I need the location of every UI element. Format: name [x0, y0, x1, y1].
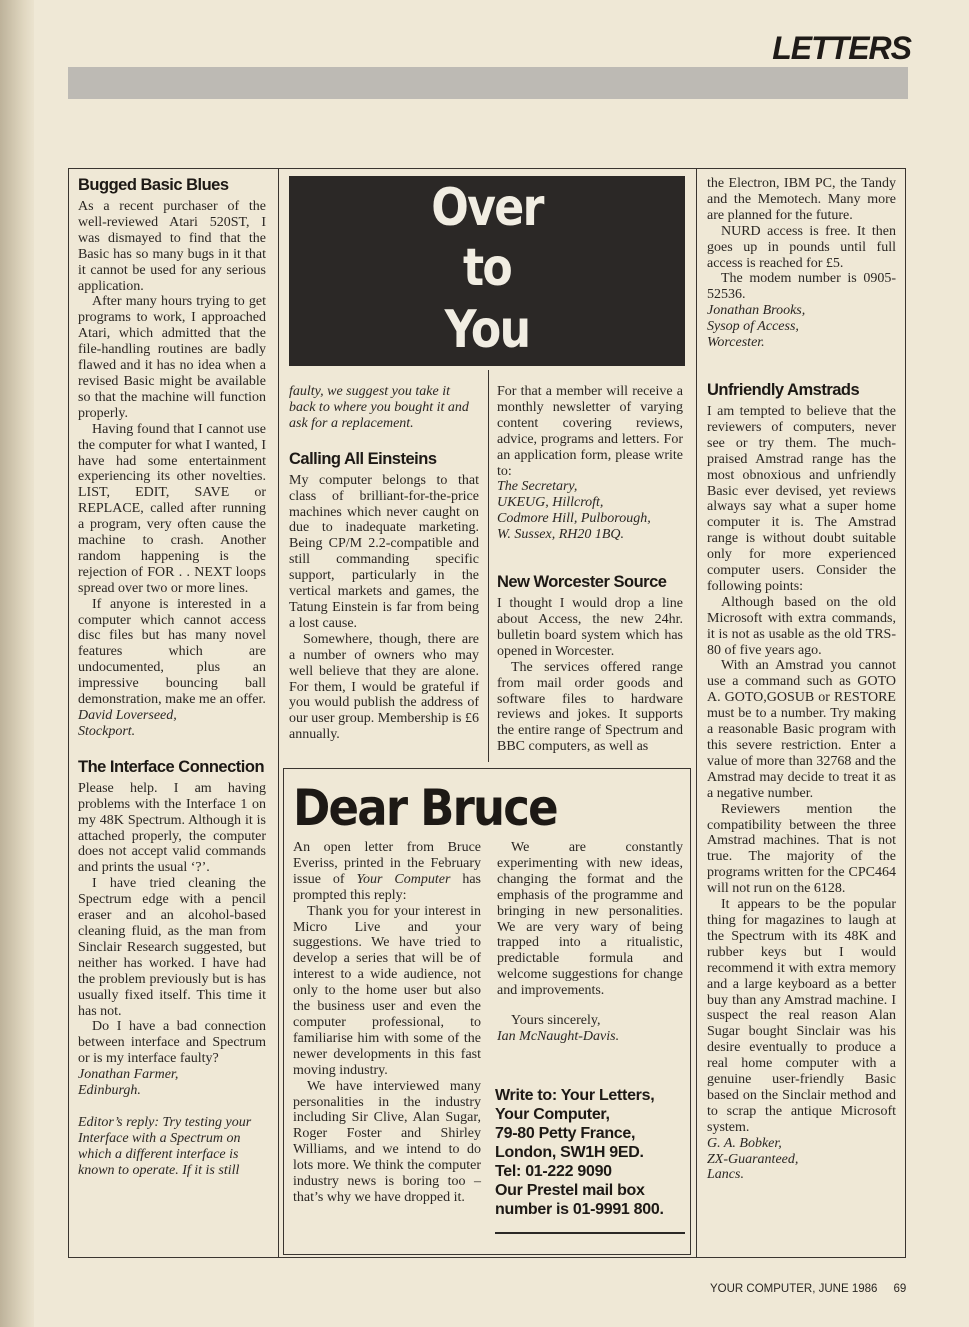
letter-paragraph: With an Amstrad you cannot use a command such as GOTO A. GOTO,GOSUB or RESTORE must be to a number. Try making a reasonable Basic program with this severe restriction. Enter a value of more than 32768 and the Amstrad may decide to treat it as a negative number. — [707, 658, 896, 801]
letter-paragraph: The services offered range from mail order goods and software files to hardware reviews and jokes. It supports the entire range of Spectrum and BBC computers, as well as — [497, 659, 683, 755]
letter-paragraph: NURD access is free. It then goes up in pounds until full access is reached for £5. — [707, 223, 896, 271]
feature-title-line: to — [462, 238, 512, 298]
address-line: UKEUG, Hillcroft, — [497, 495, 604, 511]
letter-paragraph: I am tempted to believe that the reviewers of computers, never see or try them. The much-praised Amstrad range has the most obnoxious and unfriendly Basic ever devised, yet reviews always say what a super home computer it is. The Amstrad range is without doubt suitable only for more experienced computer users. Consider the following points: — [707, 403, 896, 594]
dear-bruce-column-1 — [293, 840, 481, 1206]
column-rule-2 — [488, 370, 489, 762]
signature-place: Stockport. — [78, 723, 136, 739]
letter-paragraph: Having found that I cannot use the computer for what I wanted, I have had some entertainment experiencing its other novelties. LIST, EDIT, SAVE or REPLACE, called after running a program, very often cause the machine to crash. Another random happening is the rejection of FOR . . NEXT loops spread over two or more lines. — [78, 421, 266, 596]
page-footer — [710, 1283, 906, 1295]
feature-title-line: Over — [431, 178, 543, 238]
letter-heading: Calling All Einsteins — [289, 449, 437, 468]
letter-heading: New Worcester Source — [497, 573, 667, 592]
write-to-line: 79-80 Petty France, — [495, 1125, 636, 1142]
signature-name: Jonathan Brooks, — [707, 303, 806, 319]
signature-name: Ian McNaught-Davis. — [497, 1028, 620, 1044]
dear-bruce-column-2 — [497, 840, 683, 1045]
editor-reply-continued: faulty, we suggest you take it back to where you bought it and ask for a replacement. — [289, 384, 469, 431]
signature-name: David Loverseed, — [78, 708, 177, 723]
letter-paragraph: For that a member will receive a monthly newsletter of varying content covering reviews, advice, programs and letters. For an application form, please write to: — [497, 384, 683, 479]
address-line: Codmore Hill, Pulborough, — [497, 511, 651, 527]
editor-reply: Editor’s reply: Try testing your Interface with a Spectrum on which a different interface is known to operate. If it is still — [78, 1114, 252, 1178]
write-to-rule — [495, 1232, 685, 1234]
write-to-line: Your Computer, — [495, 1106, 610, 1123]
signature-place: Edinburgh. — [78, 1083, 141, 1099]
letter-paragraph: As a recent purchaser of the well-reviewed Atari 520ST, I was dismayed to find that the Basic has so many bugs in it that it cannot be used for any serious application. — [78, 199, 266, 294]
write-to-line: Write to: Your Letters, — [495, 1087, 655, 1104]
column-4 — [707, 176, 896, 1183]
letter-heading: The Interface Connection — [78, 757, 265, 776]
letter-paragraph: We have interviewed many personalities in the industry including Sir Clive, Alan Sugar, Roger Foster and Shirley Williams, and we intend to do lots more. We think the computer industry news is boring too – that’s why we have dropped it. — [293, 1078, 481, 1205]
feature-title-line: You — [444, 300, 530, 360]
intro-text: has prompted this reply: — [293, 871, 481, 903]
column-rule-3 — [696, 168, 697, 1258]
publication-date: YOUR COMPUTER, JUNE 1986 — [710, 1283, 878, 1295]
page-spine-shadow — [0, 0, 34, 1327]
letter-paragraph: After many hours trying to get programs to work, I approached Atari, which admitted that the file-handling routines are badly flawed and it has no idea when a revised Basic might be available so that the machine will function properly. — [78, 294, 266, 421]
signature-title: ZX-Guaranteed, — [707, 1151, 799, 1167]
write-to-line: Our Prestel mail box — [495, 1182, 645, 1199]
feature-title-box — [289, 176, 685, 366]
column-2 — [289, 384, 479, 743]
column-1 — [78, 176, 266, 1179]
column-rule-1 — [278, 168, 279, 1258]
letter-heading: Bugged Basic Blues — [78, 176, 229, 194]
letter-heading: Unfriendly Amstrads — [707, 380, 860, 399]
letter-paragraph: the Electron, IBM PC, the Tandy and the Memotech. Many more are planned for the future. — [707, 176, 896, 223]
signature-place: Worcester. — [707, 335, 765, 351]
letter-paragraph: Thank you for your interest in Micro Live and your suggestions. We have tried to develop a series that will be of interest to a wide audience, not only to the home user but also the business user and even the computer professional, to familiarise him with some of the newer developments in this fast moving industry. — [293, 903, 481, 1078]
write-to-address — [495, 1086, 685, 1219]
letter-paragraph: Somewhere, though, there are a number of owners who may well believe that they are alone. For them, I would be grateful if you would publish the address of our user group. Membership is £6 annually. — [289, 631, 479, 743]
write-to-line: number is 01-9991 800. — [495, 1201, 664, 1218]
column-3 — [497, 384, 683, 755]
letter-paragraph: My computer belongs to that class of brilliant-for-the-price machines which never caught on due to inadequate marketing. Being CP/M 2.2-compatible and still commanding specific support, particularly in the vertical markets and games, the Tatung Einstein is far from being a lost cause. — [289, 472, 479, 631]
letter-paragraph: If anyone is interested in a computer which cannot access disc files but has many novel features which are undocumented, plus an impressive bouncing ball demonstration, make me an offer. — [78, 596, 266, 708]
letter-paragraph: It appears to be the popular thing for magazines to laugh at the Spectrum with its 48K and rubber keys but I would recommend it with extra memory and a large keyboard as a better buy than any Amstrad machine. I suspect the real reason Alan Sugar bought Sinclair was his desire eventually to produce a real home computer with a genuine user-friendly Basic based on the Sinclair method and to scrap the antique Microsoft system. — [707, 897, 896, 1135]
signature-name: Jonathan Farmer, — [78, 1067, 179, 1083]
page-number: 69 — [893, 1283, 907, 1295]
letter-paragraph: Please help. I am having problems with the Interface 1 on my 48K Spectrum. Although it is attached properly, the computer does not accept valid commands and prints the usual ‘?’. — [78, 780, 266, 876]
letter-paragraph: I have tried cleaning the Spectrum edge with a pencil eraser and an alcohol-based cleaning fluid, as the man from Sinclair Research suggested, but neither has worked. I have had the problem previously but is has usually fixed itself. This time it has not. — [78, 876, 266, 1019]
intro-text: An open letter from Bruce Everiss, printed in the February issue of — [293, 840, 481, 887]
letter-paragraph: I thought I would drop a line about Access, the new 24hr. bulletin board system which has opened in Worcester. — [497, 596, 683, 659]
signature-name: G. A. Bobker, — [707, 1135, 782, 1151]
letter-paragraph: We are constantly experimenting with new ideas, changing the format and the emphasis of the programme and bringing in new personalities. We are very wary of being trapped into a ritualistic, predictable formula and welcome suggestions for change and improvements. — [497, 840, 683, 999]
write-to-line: London, SW1H 9ED. — [495, 1144, 644, 1161]
closing: Yours sincerely, — [511, 1013, 601, 1029]
address-line: W. Sussex, RH20 1BQ. — [497, 527, 625, 543]
signature-place: Lancs. — [707, 1167, 744, 1183]
letter-paragraph: Although based on the old Microsoft with extra commands, it is not as usable as the old TRS-80 of five years ago. — [707, 594, 896, 658]
address-line: The Secretary, — [497, 479, 578, 495]
letter-paragraph: Reviewers mention the compatibility between the three Amstrad machines. That is not true. The majority of the programs written for the CPC464 will not run on the 6128. — [707, 801, 896, 897]
publication-name: Your Computer — [356, 871, 451, 887]
letter-paragraph: The modem number is 0905-52536. — [707, 271, 896, 303]
letter-paragraph — [293, 840, 481, 904]
signature-title: Sysop of Access, — [707, 319, 799, 335]
section-title: LETTERS — [772, 30, 911, 66]
header-bar — [68, 67, 908, 99]
dear-bruce-title: Dear Bruce — [293, 779, 557, 837]
letter-paragraph: Do I have a bad connection between interface and Spectrum or is my interface faulty? — [78, 1019, 266, 1067]
write-to-line: Tel: 01-222 9090 — [495, 1163, 612, 1180]
